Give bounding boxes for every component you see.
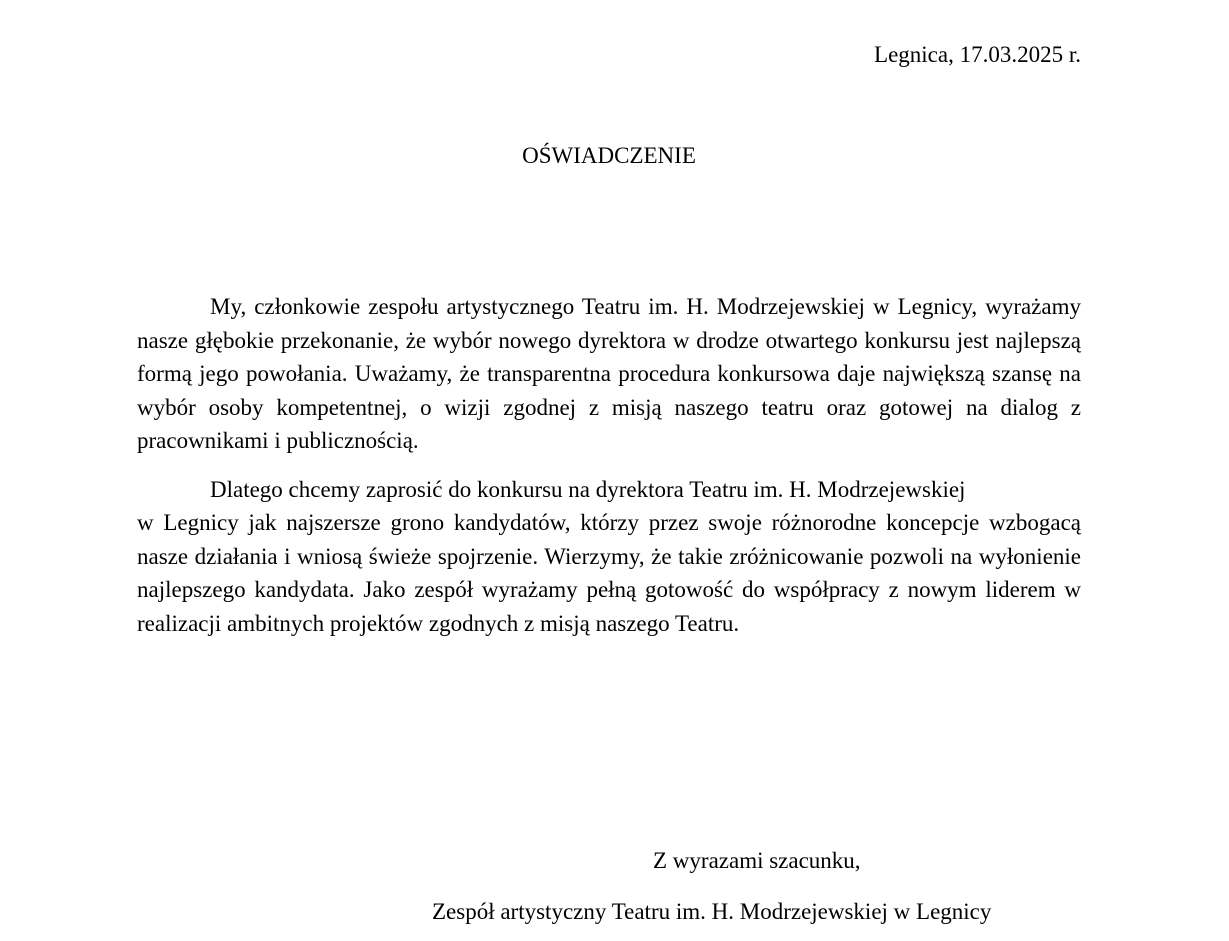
paragraph-2 [137,473,1081,641]
document-body [137,290,1081,655]
closing-line: Z wyrazami szacunku, [653,848,861,873]
place-date: Legnica, 17.03.2025 r. [874,42,1081,67]
document-title: OŚWIADCZENIE [522,143,696,168]
paragraph-1: My, członkowie zespołu artystycznego Teatru im. H. Modrzejewskiej w Legnicy, wyrażamy nasze głębokie przekonanie, że wybór nowego dyrektora w drodze otwartego konkursu jest najlepszą formą jego powołania. Uważamy, że transparentna procedura konkursowa daje największą szansę na wybór osoby kompetentnej, o wizji zgodnej z misją naszego teatru oraz gotowej na dialog z pracownikami i publicznością. [137,294,1081,453]
paragraph-2-first-line: Dlatego chcemy zaprosić do konkursu na dyrektora Teatru im. H. Modrzejewskiej [210,476,966,502]
paragraph-2-body: w Legnicy jak najszersze grono kandydatów, którzy przez swoje różnorodne koncepcje wzbogacą nasze działania i wniosą świeże spojrzenie. Wierzymy, że takie zróżnicowanie pozwoli na wyłonienie najlepszego kandydata. Jako zespół wyrażamy pełną gotowość do współpracy z nowym liderem w realizacji ambitnych projektów zgodnych z misją naszego Teatru. [137,510,1081,636]
signature-line: Zespół artystyczny Teatru im. H. Modrzejewskiej w Legnicy [432,899,992,924]
